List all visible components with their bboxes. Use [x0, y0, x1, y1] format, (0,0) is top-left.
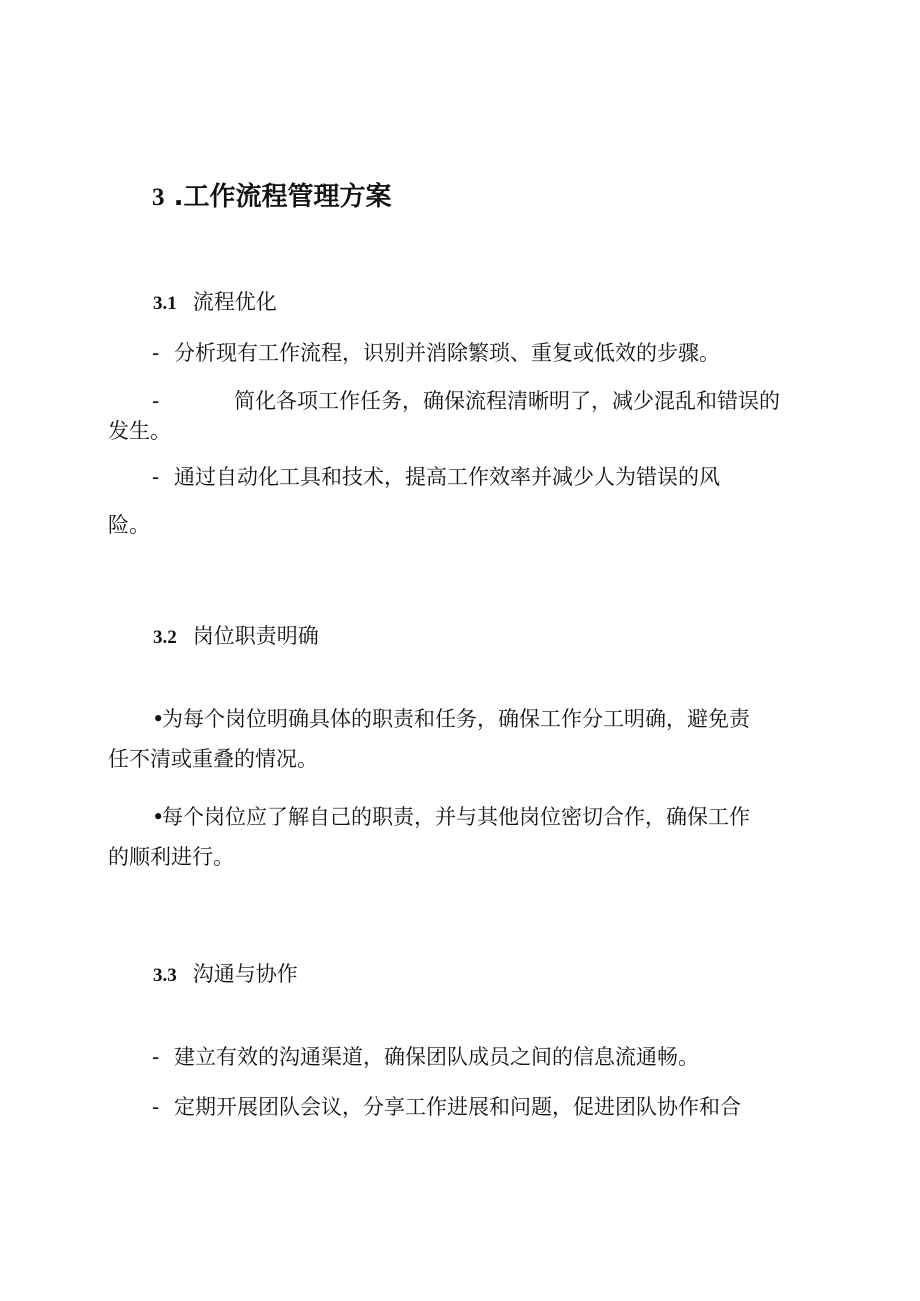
paragraph-text: 为每个岗位明确具体的职责和任务，确保工作分工明确，避免责 — [162, 707, 750, 731]
paragraph — [108, 1040, 828, 1074]
dash-marker: - — [152, 1045, 160, 1069]
paragraph — [108, 384, 828, 448]
section-title: 岗位职责明确 — [192, 624, 319, 648]
chapter-number: 3 — [152, 184, 165, 211]
chapter-title: .工作流程管理方案 — [173, 182, 392, 212]
dash-marker: - — [152, 389, 160, 413]
paragraph-text: 分析现有工作流程，识别并消除繁琐、重复或低效的步骤。 — [174, 341, 720, 365]
paragraph-text-continued: 任不清或重叠的情况。 — [108, 747, 318, 771]
paragraph-text-continued: 险。 — [108, 513, 150, 537]
section-heading-3-3 — [153, 958, 298, 988]
section-title: 沟通与协作 — [192, 962, 298, 986]
bullet-marker: • — [152, 805, 165, 829]
section-number: 3.1 — [153, 293, 177, 314]
section-number: 3.3 — [153, 965, 177, 986]
section-title: 流程优化 — [192, 290, 277, 314]
dash-marker: - — [152, 1095, 160, 1119]
paragraph-text-continued: 发生。 — [108, 419, 171, 443]
paragraph-text: 通过自动化工具和技术，提高工作效率并减少人为错误的风 — [174, 465, 720, 489]
paragraph — [108, 1090, 828, 1124]
dash-marker: - — [152, 465, 160, 489]
section-heading-3-2 — [153, 620, 319, 650]
paragraph — [108, 460, 828, 542]
bullet-marker: • — [152, 707, 165, 731]
dash-marker: - — [152, 341, 160, 365]
paragraph — [108, 702, 828, 776]
paragraph-text: 简化各项工作任务，确保流程清晰明了，减少混乱和错误的 — [234, 389, 780, 413]
paragraph-text: 定期开展团队会议，分享工作进展和问题，促进团队协作和合 — [174, 1095, 741, 1119]
chapter-heading — [152, 176, 391, 213]
section-number: 3.2 — [153, 627, 177, 648]
paragraph — [108, 336, 828, 370]
paragraph-text: 建立有效的沟通渠道，确保团队成员之间的信息流通畅。 — [174, 1045, 699, 1069]
section-heading-3-1 — [153, 286, 277, 316]
paragraph-text: 每个岗位应了解自己的职责，并与其他岗位密切合作，确保工作 — [162, 805, 750, 829]
paragraph — [108, 800, 828, 874]
paragraph-text-continued: 的顺利进行。 — [108, 845, 234, 869]
